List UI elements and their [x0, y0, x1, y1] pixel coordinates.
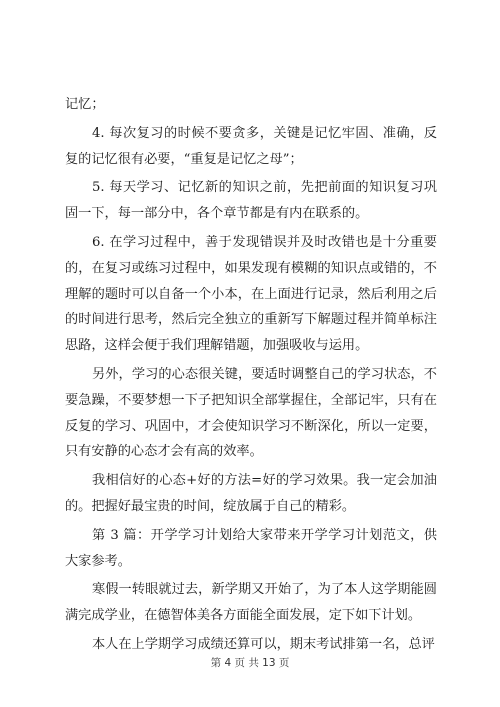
- page-footer: 第 4 页 共 13 页: [210, 657, 290, 669]
- section-heading-part-3: 第 3 篇：开学学习计划给大家带来开学学习计划范文，供大家参考。: [65, 527, 437, 569]
- paragraph-item-5: 5. 每天学习、记忆新的知识之前，先把前面的知识复习巩固一下，每一部分中，各个章节都是有内在联系的。: [65, 180, 437, 222]
- paragraph-item-6: 6. 在学习过程中，善于发现错误并及时改错也是十分重要的，在复习或练习过程中，如果发现有模糊的知识点或错的，不理解的题时可以自备一个小本，在上面进行记录，然后利用之后的时间进行思考，然后完全独立的重新写下解题过程并简单标注思路，这样会便于我们理解错题，加强吸收与运用。: [65, 234, 437, 354]
- paragraph-last-semester: 本人在上学期学习成绩还算可以，期末考试排第一名，总评: [92, 636, 435, 652]
- paragraph-belief: 我相信好的心态+好的方法=好的学习效果。我一定会加油的。把握好最宝贵的时间，绽放属于自己的精彩。: [65, 473, 437, 514]
- paragraph-mindset: 另外，学习的心态很关键，要适时调整自己的学习状态，不要急躁，不要梦想一下子把知识全部掌握住，全部记牢，只有在反复的学习、巩固中，才会使知识学习不断深化，所以一定要，只有安静的心态才会有高的效率。: [65, 366, 437, 460]
- document-body: [65, 92, 437, 661]
- paragraph-continuation: 记忆；: [65, 97, 105, 112]
- paragraph-new-semester: 寒假一转眼就过去，新学期又开始了，为了本人这学期能圆满完成学业，在德智体美各方面能全面发展，定下如下计划。: [65, 582, 437, 624]
- paragraph-item-4: 4. 每次复习的时候不要贪多，关键是记忆牢固、准确，反复的记忆很有必要，“重复是记忆之母”；: [65, 125, 437, 167]
